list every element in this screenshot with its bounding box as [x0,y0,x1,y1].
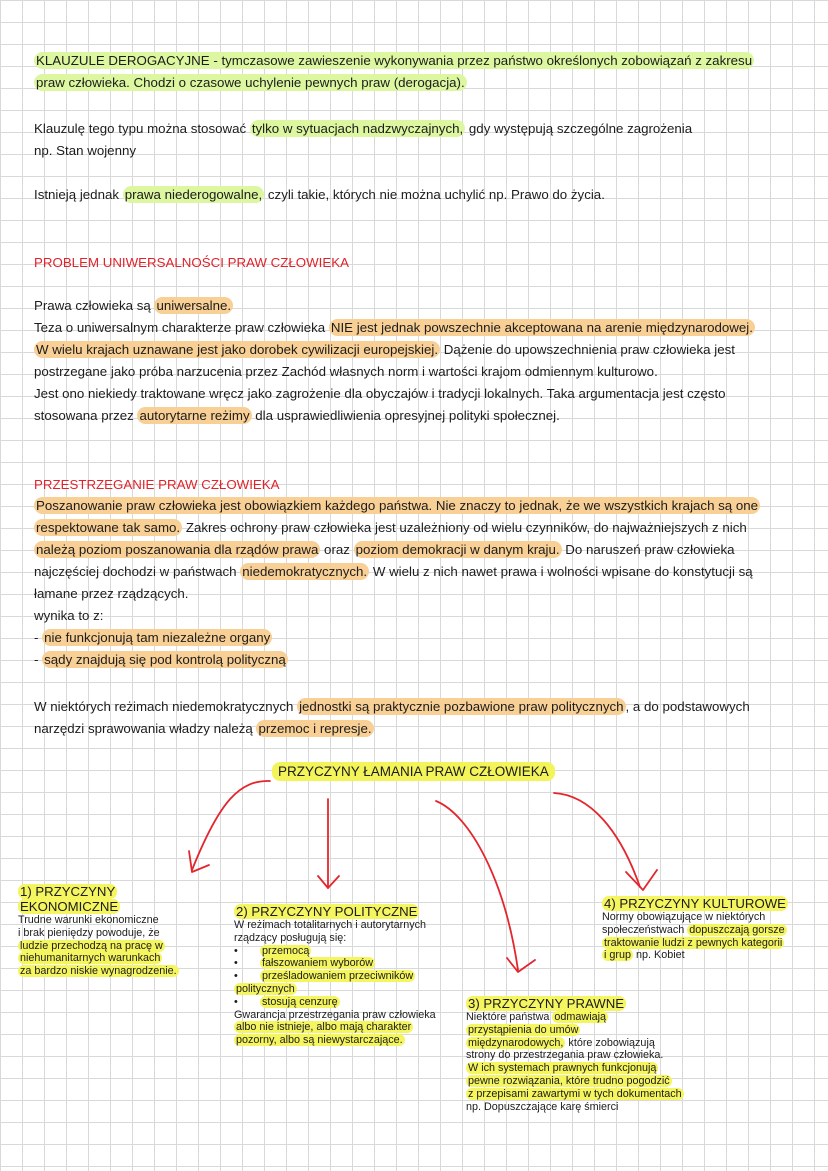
universality-heading: PROBLEM UNIWERSALNOŚCI PRAW CZŁOWIEKA [34,255,349,270]
universality-section [34,295,755,427]
text: czyli takie, których nie można uchylić np. Prawo do życia. [264,187,605,202]
highlight: albo nie istnieje, albo mają charakter [236,1021,412,1034]
text: strony do przestrzegania praw człowieka. [466,1049,664,1062]
highlight: dopuszczają gorsze [689,923,785,936]
highlight: W wielu krajach uznawane jest jako dorobek cywilizacji europejskiej. [36,342,439,357]
text: Klauzulę tego typu można stosować [34,121,250,136]
cause-political [234,904,436,1047]
text: Gwarancja przestrzegania praw człowieka [234,1008,436,1021]
text: które zobowiązują [565,1036,655,1049]
text: , a do podstawowych [625,699,750,714]
observance-heading: PRZESTRZEGANIE PRAW CZŁOWIEKA [34,477,280,492]
cause-legal [466,996,684,1113]
highlight: niehumanitarnych warunkach [20,952,161,965]
bullet-icon: • [234,957,238,970]
arrow-to-cultural [554,793,640,887]
highlight: W ich systemach prawnych funkcjonują [468,1062,657,1075]
highlight: prześladowaniem przeciwników [262,970,414,983]
bullet-icon: • [234,995,238,1008]
text: np. Stan wojenny [34,143,137,158]
observance-section [34,495,760,671]
text: stosowana przez [34,408,138,423]
highlight: należą poziom poszanowania dla rządów prawa [36,542,319,557]
text: Niektóre państwa [466,1011,553,1023]
highlight: uniwersalne. [156,298,232,313]
highlight: za bardzo niskie wynagrodzenie. [20,965,177,978]
highlight: jednostki są praktycznie pozbawione praw politycznych [299,699,624,714]
highlight: niedemokratycznych. [242,564,368,579]
highlight: stosują cenzurę [262,995,338,1008]
text: oraz [320,542,354,557]
highlight: międzynarodowych, [468,1036,564,1049]
text: Teza o uniwersalnym charakterze praw człowieka [34,320,329,335]
text: Normy obowiązujące w niektórych [602,911,766,923]
text: W niektórych reżimach niedemokratycznych [34,699,298,714]
text: gdy występują szczególne zagrożenia [465,121,693,136]
arrow-to-legal [436,801,518,970]
text: dla usprawiedliwienia opresyjnej polityki społecznej. [251,408,560,423]
text: Istnieją jednak [34,187,123,202]
highlight: NIE jest jednak powszechnie akceptowana na arenie międzynarodowej. [330,320,753,335]
text: Do naruszeń praw człowieka [561,542,735,557]
highlight: nie funkcjonują tam niezależne organy [44,630,271,645]
text: i brak pieniędzy powoduje, że [18,926,160,939]
highlight: przemoc i represje. [258,721,372,736]
text: Jest ono niekiedy traktowane wręcz jako zagrożenie dla obyczajów i tradycji lokalnych. Taka argumentacja jest często [34,386,726,401]
highlight: sądy znajdują się pod kontrolą polityczną [44,652,286,667]
non-derogable-paragraph [34,184,605,206]
repression-paragraph [34,696,750,740]
highlight: Poszanowanie praw człowieka jest obowiązkiem każdego państwa. Nie znaczy to jednak, że we wszystkich krajach są one [36,498,759,513]
text: Trudne warunki ekonomiczne [18,914,159,926]
highlight: pewne rozwiązania, które trudno pogodzić [468,1074,670,1087]
highlight: pozorny, albo są niewystarczające. [236,1034,403,1047]
text: Prawa człowieka są [34,298,155,313]
cause-title: 3) PRZYCZYNY PRAWNE [468,996,625,1011]
arrowhead-icon [626,870,657,890]
highlight: odmawiają [554,1011,607,1023]
derogation-clauses-section [34,50,754,94]
bullet-dash: - [34,652,43,667]
highlight: fałszowaniem wyborów [262,957,374,970]
highlight: traktowanie ludzi z pewnych kategorii [604,936,783,949]
highlight: politycznych [236,982,295,995]
cause-title: 1) PRZYCZYNY [20,884,116,899]
diagram-title [272,764,555,779]
highlight: poziom demokracji w danym kraju. [355,542,560,557]
emergency-clause-paragraph [34,118,692,162]
cause-title: EKONOMICZNE [20,899,119,914]
arrowhead-icon [189,851,209,872]
text: np. Kobiet [633,949,685,962]
text: np. Dopuszczające karę śmierci [466,1100,619,1113]
text: Zakres ochrony praw człowieka jest uzależniony od wielu czynników, do najważniejszych z nich [182,520,747,535]
diagram-title-text: PRZYCZYNY ŁAMANIA PRAW CZŁOWIEKA [272,762,555,781]
highlight: przystąpienia do umów [468,1023,579,1036]
text: narzędzi sprawowania władzy należą [34,721,257,736]
highlight: z przepisami zawartymi w tych dokumentach [468,1087,682,1100]
cause-title: 2) PRZYCZYNY POLITYCZNE [236,904,418,919]
cause-title: 4) PRZYCZYNY KULTUROWE [604,896,786,911]
highlight: tylko w sytuacjach nadzwyczajnych, [251,121,464,136]
arrowhead-icon [318,876,339,888]
text: łamane przez rządzących. [34,586,189,601]
text: wynika to z: [34,608,104,623]
highlight: autorytarne reżimy [139,408,250,423]
highlight: przemocą [262,944,310,957]
cause-economic [18,884,179,978]
arrow-to-economic [192,781,270,870]
arrowhead-icon [507,958,535,972]
highlight: i grup [604,949,632,962]
text: najczęściej dochodzi w państwach [34,564,241,579]
highlight: KLAUZULE DEROGACYJNE - tymczasowe zawieszenie wykonywania przez państwo określonych zobowiązań z zakresu [36,53,753,68]
cause-cultural [602,896,788,962]
highlight: ludzie przechodzą na pracę w [20,939,163,952]
text: postrzegane jako próba narzucenia przez Zachód własnych norm i wartości krajom odmiennym kulturowo. [34,364,658,379]
highlight: respektowane tak samo. [36,520,181,535]
bullet-dash: - [34,630,43,645]
bullet-icon: • [234,970,238,983]
highlight: prawa niederogowalne, [124,187,263,202]
bullet-icon: • [234,944,238,957]
text: rządzący posługują się: [234,931,347,944]
highlight: praw człowieka. Chodzi o czasowe uchylenie pewnych praw (derogacja). [36,75,465,90]
text: Dążenie do upowszechnienia praw człowieka jest [440,342,735,357]
text: W wielu z nich nawet prawa i wolności wpisane do konstytucji są [369,564,753,579]
text: społeczeństwach [602,923,688,936]
text: W reżimach totalitarnych i autorytarnych [234,919,427,931]
